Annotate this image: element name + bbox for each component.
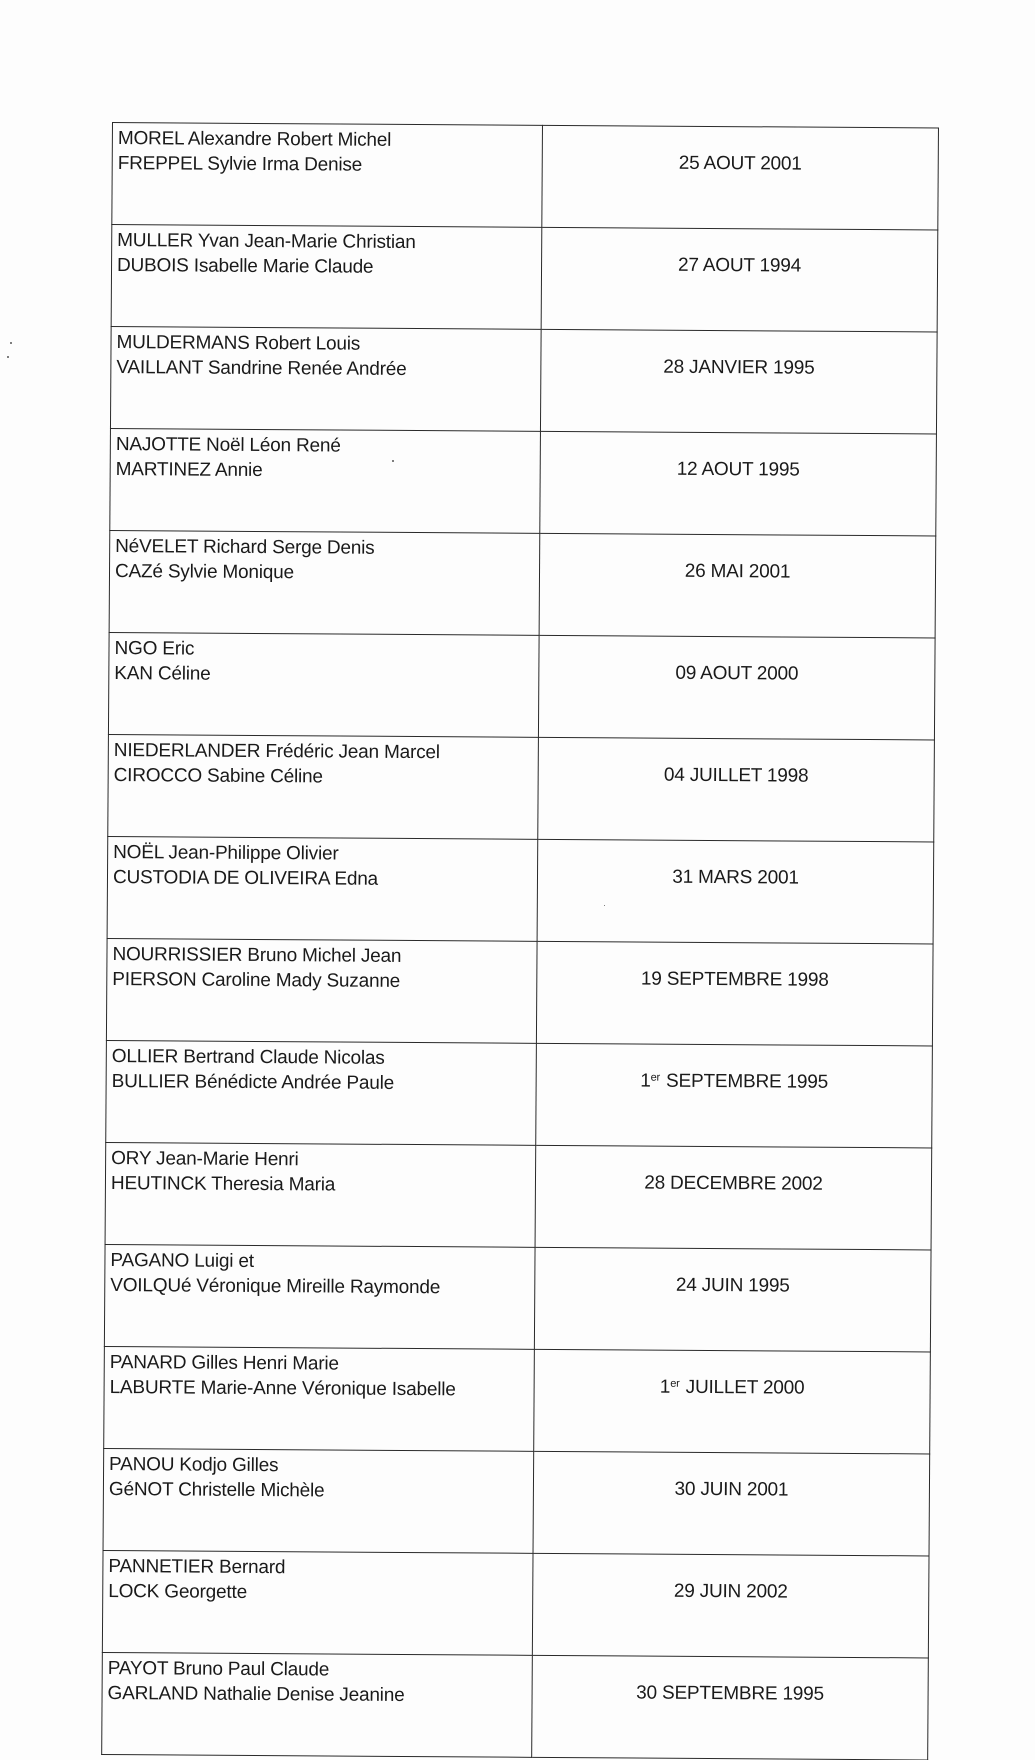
spouse-name-1: OLLIER Bertrand Claude Nicolas — [111, 1046, 385, 1069]
spouse-name-1: NIEDERLANDER Frédéric Jean Marcel — [113, 740, 440, 764]
spouse-name-1: PANNETIER Bernard — [108, 1556, 286, 1579]
marriage-date-cell — [534, 1349, 931, 1454]
spouse-name-1: MOREL Alexandre Robert Michel — [117, 128, 392, 151]
marriage-date: 27 AOUT 1994 — [678, 254, 802, 277]
spouse-name-2: LOCK Georgette — [108, 1581, 248, 1603]
spouse-name-1: PAGANO Luigi et — [110, 1250, 254, 1272]
marriage-date-cell — [532, 1553, 929, 1658]
spouses-cell — [104, 1346, 535, 1451]
marriage-date-cell — [534, 1247, 931, 1352]
marriage-date: 30 SEPTEMBRE 1995 — [636, 1682, 825, 1705]
date-ordinal-suffix: er — [670, 1377, 680, 1390]
spouse-name-2: GARLAND Nathalie Denise Jeanine — [107, 1683, 405, 1706]
scan-speck — [7, 356, 9, 358]
scan-speck — [10, 342, 12, 344]
register-row — [102, 1652, 929, 1759]
register-row — [107, 836, 934, 943]
spouse-name-1: NGO Eric — [114, 638, 195, 660]
spouse-name-2: CUSTODIA DE OLIVEIRA Edna — [112, 867, 379, 890]
register-row — [108, 734, 935, 841]
spouses-cell — [108, 734, 539, 839]
spouse-name-2: VAILLANT Sandrine Renée Andrée — [116, 357, 407, 380]
register-row — [105, 1142, 932, 1249]
marriage-date: 30 JUIN 2001 — [674, 1478, 789, 1501]
marriage-date: 19 SEPTEMBRE 1998 — [640, 968, 829, 991]
register-row — [104, 1244, 931, 1351]
spouse-name-1: NOURRISSIER Bruno Michel Jean — [112, 944, 402, 967]
spouse-name-2: PIERSON Caroline Mady Suzanne — [112, 969, 401, 992]
spouse-name-2: HEUTINCK Theresia Maria — [110, 1173, 336, 1196]
marriage-date: 25 AOUT 2001 — [678, 152, 802, 175]
marriage-date: 24 JUIN 1995 — [675, 1274, 790, 1297]
marriage-date: 09 AOUT 2000 — [675, 662, 799, 685]
spouse-name-2: LABURTE Marie-Anne Véronique Isabelle — [109, 1377, 456, 1401]
spouses-cell — [110, 428, 541, 533]
spouses-cell — [105, 1142, 536, 1247]
spouse-name-1: NéVELET Richard Serge Denis — [115, 536, 375, 559]
marriage-date-cell — [532, 1655, 929, 1760]
register-row — [104, 1346, 931, 1453]
marriage-date-cell — [538, 737, 935, 842]
marriage-date: 28 JANVIER 1995 — [663, 356, 815, 379]
spouse-name-1: NOËL Jean-Philippe Olivier — [113, 842, 339, 865]
register-row — [106, 938, 933, 1045]
spouse-name-2: CIROCCO Sabine Céline — [113, 765, 323, 788]
marriage-date-cell — [542, 125, 939, 230]
marriage-date-cell — [533, 1451, 930, 1556]
spouses-cell — [107, 836, 538, 941]
spouse-name-1: PANOU Kodjo Gilles — [109, 1454, 279, 1477]
marriage-date-cell — [539, 533, 936, 638]
marriage-date-cell — [537, 839, 934, 944]
spouses-cell — [108, 632, 539, 737]
marriage-date-cell — [538, 635, 935, 740]
spouses-cell — [112, 123, 543, 228]
register-row — [109, 530, 936, 637]
marriage-date-cell — [540, 431, 937, 536]
marriage-date-cell — [540, 329, 937, 434]
marriage-date: 31 MARS 2001 — [672, 866, 799, 889]
spouse-name-1: PAYOT Bruno Paul Claude — [107, 1658, 330, 1681]
marriage-register-table — [101, 122, 939, 1760]
register-row — [110, 428, 937, 535]
spouse-name-2: GéNOT Christelle Michèle — [108, 1479, 325, 1502]
spouse-name-1: PANARD Gilles Henri Marie — [109, 1352, 339, 1375]
register-row — [106, 1040, 933, 1147]
marriage-date: 29 JUIN 2002 — [673, 1580, 788, 1603]
spouse-name-1: NAJOTTE Noël Léon René — [115, 434, 341, 457]
register-row — [110, 326, 937, 433]
spouse-name-2: MARTINEZ Annie — [115, 459, 263, 482]
register-row — [103, 1448, 930, 1555]
spouse-name-2: KAN Céline — [114, 663, 211, 685]
spouses-cell — [103, 1448, 534, 1553]
spouse-name-1: MULLER Yvan Jean-Marie Christian — [117, 230, 416, 254]
spouse-name-1: MULDERMANS Robert Louis — [116, 332, 361, 355]
register-row — [111, 225, 938, 332]
spouses-cell — [106, 938, 537, 1043]
marriage-date-cell — [536, 941, 933, 1046]
spouse-name-2: FREPPEL Sylvie Irma Denise — [117, 153, 363, 176]
register-row — [112, 123, 939, 230]
marriage-date: 26 MAI 2001 — [684, 560, 791, 583]
spouses-cell — [102, 1550, 533, 1655]
register-rows — [102, 123, 939, 1760]
marriage-date-cell — [541, 227, 938, 332]
marriage-date-cell — [535, 1145, 932, 1250]
spouses-cell — [104, 1244, 535, 1349]
spouses-cell — [109, 530, 540, 635]
date-day-number: 1 — [640, 1070, 651, 1092]
spouse-name-2: DUBOIS Isabelle Marie Claude — [116, 255, 374, 278]
spouse-name-2: BULLIER Bénédicte Andrée Paule — [111, 1071, 395, 1094]
marriage-date-cell — [536, 1043, 933, 1148]
spouses-cell — [110, 326, 541, 431]
spouse-name-1: ORY Jean-Marie Henri — [111, 1148, 299, 1171]
spouses-cell — [111, 225, 542, 330]
marriage-date: 12 AOUT 1995 — [676, 458, 800, 481]
marriage-date: JUILLET 2000 — [680, 1376, 805, 1399]
spouse-name-2: CAZé Sylvie Monique — [114, 561, 294, 584]
spouses-cell — [102, 1652, 533, 1757]
marriage-date: 28 DECEMBRE 2002 — [644, 1172, 823, 1195]
spouses-cell — [106, 1040, 537, 1145]
spouse-name-2: VOILQUé Véronique Mireille Raymonde — [110, 1275, 441, 1299]
marriage-date: SEPTEMBRE 1995 — [660, 1070, 829, 1093]
marriage-date: 04 JUILLET 1998 — [663, 764, 809, 787]
date-ordinal-suffix: er — [650, 1071, 661, 1084]
date-day-number: 1 — [659, 1376, 671, 1398]
register-row — [108, 632, 935, 739]
register-row — [102, 1550, 929, 1657]
